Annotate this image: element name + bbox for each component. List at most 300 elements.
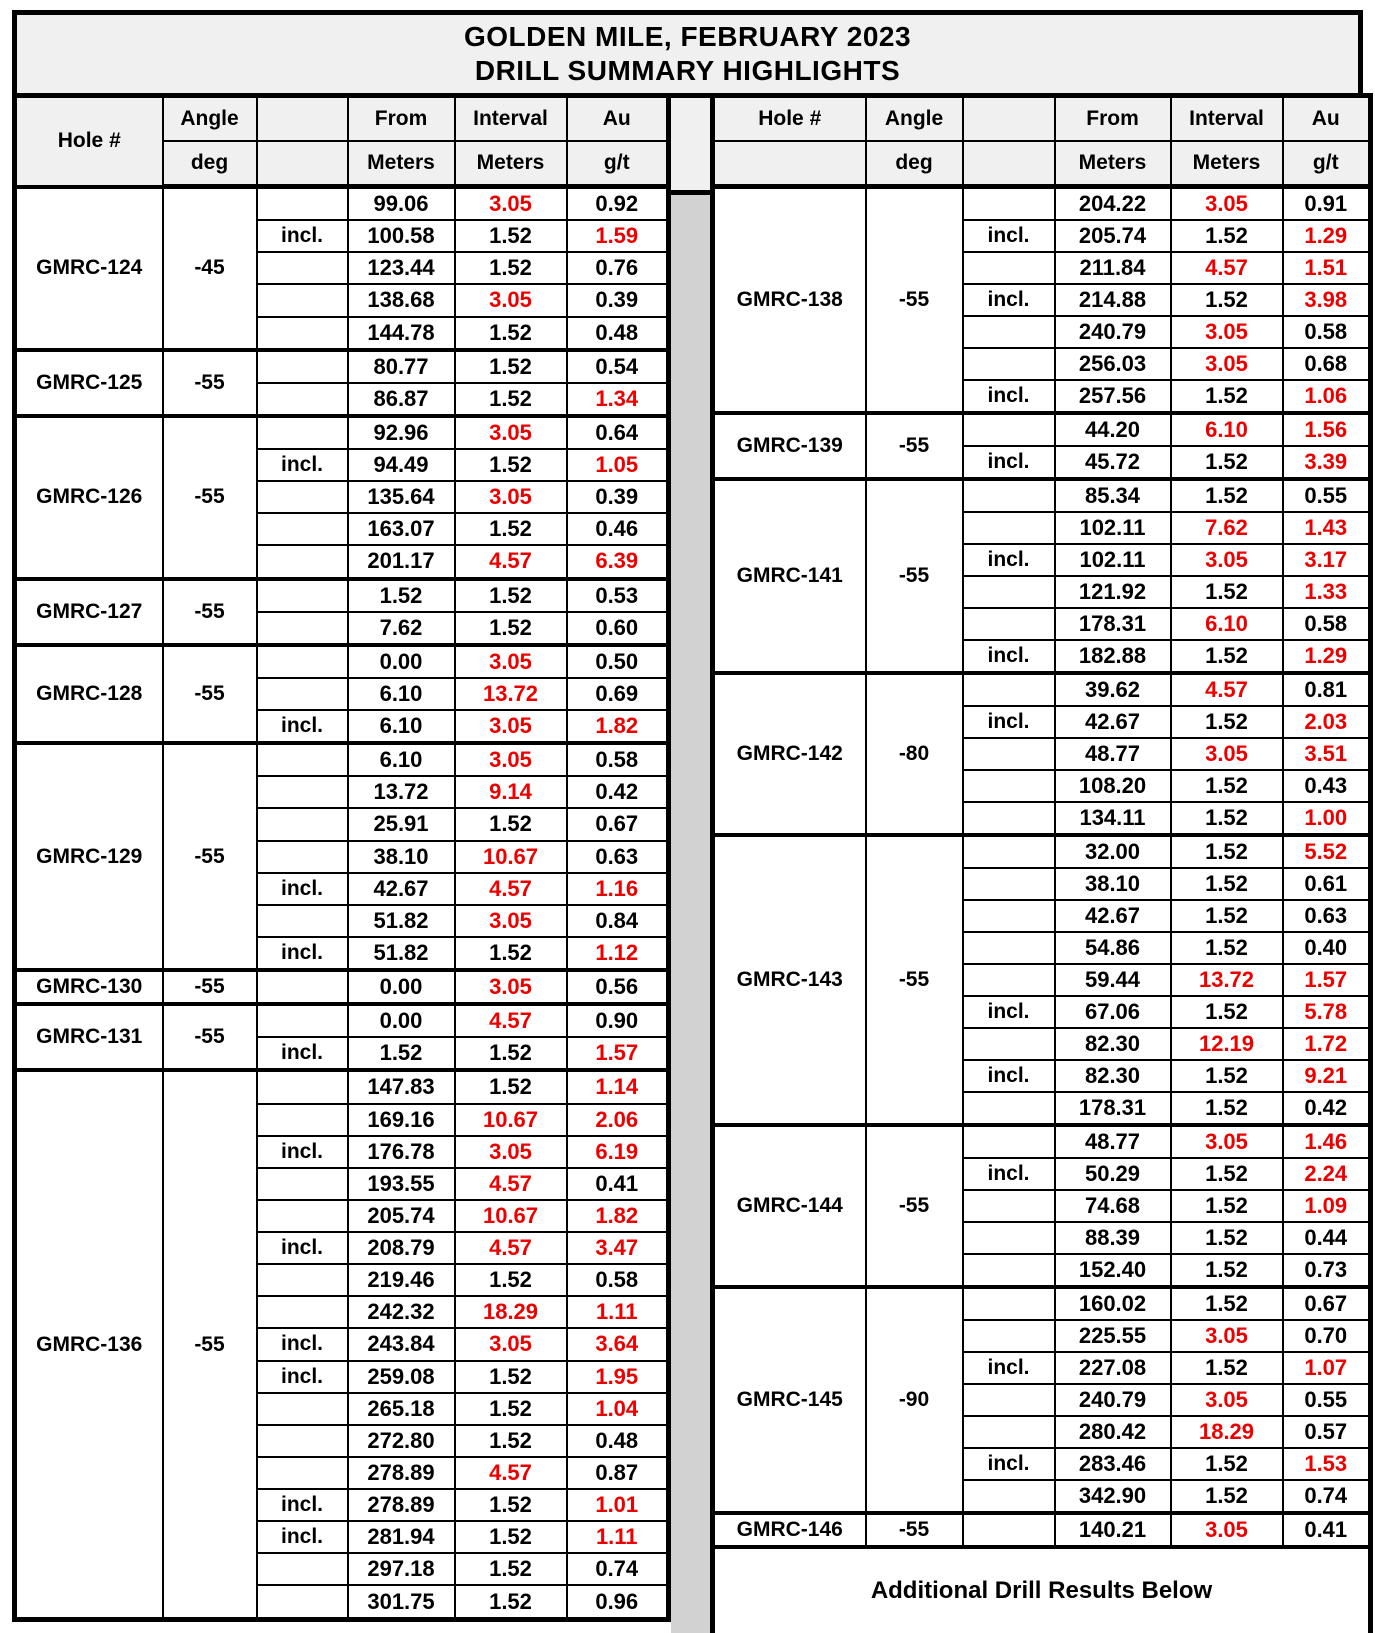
interval-value: 1.52 [1171, 706, 1283, 738]
header-interval: Interval [1171, 96, 1283, 142]
interval-value: 3.05 [1171, 1320, 1283, 1352]
incl-flag [257, 284, 348, 316]
incl-flag: incl. [963, 1352, 1055, 1384]
drill-interval-row [713, 673, 1371, 706]
incl-flag: incl. [963, 1060, 1055, 1092]
angle-value: -55 [163, 743, 257, 970]
left-drill-table [12, 93, 671, 1633]
interval-value: 3.05 [1171, 544, 1283, 576]
header-hole: Hole # [15, 96, 163, 187]
drill-interval-row [713, 479, 1371, 512]
interval-value: 4.57 [455, 1004, 567, 1037]
drill-interval-row [15, 743, 669, 776]
interval-value: 1.52 [1171, 835, 1283, 868]
incl-flag [963, 1416, 1055, 1448]
au-value: 1.09 [1283, 1190, 1371, 1222]
au-value: 0.61 [1283, 868, 1371, 900]
from-value: 45.72 [1055, 446, 1171, 479]
incl-flag [257, 187, 348, 221]
from-value: 169.16 [348, 1104, 455, 1136]
interval-value: 1.52 [455, 220, 567, 252]
from-value: 219.46 [348, 1264, 455, 1296]
interval-value: 1.52 [1171, 576, 1283, 608]
interval-value: 1.52 [455, 317, 567, 350]
incl-flag [257, 841, 348, 873]
divider-gray-strip [671, 195, 710, 1633]
from-value: 38.10 [348, 841, 455, 873]
header-incl-blank [963, 96, 1055, 142]
angle-value: -55 [866, 413, 963, 479]
from-value: 59.44 [1055, 964, 1171, 996]
incl-flag: incl. [963, 996, 1055, 1028]
au-value: 0.56 [567, 970, 669, 1004]
interval-value: 1.52 [1171, 1158, 1283, 1190]
interval-value: 1.52 [1171, 284, 1283, 316]
from-value: 256.03 [1055, 348, 1171, 380]
interval-value: 1.52 [455, 1585, 567, 1619]
au-value: 0.42 [1283, 1092, 1371, 1125]
from-value: 201.17 [348, 545, 455, 578]
au-value: 0.58 [567, 743, 669, 776]
incl-flag [257, 1457, 348, 1489]
incl-flag [257, 1553, 348, 1585]
interval-value: 4.57 [455, 1457, 567, 1489]
header-from-unit: Meters [348, 141, 455, 187]
angle-value: -55 [866, 835, 963, 1125]
incl-flag [257, 317, 348, 350]
from-value: 278.89 [348, 1457, 455, 1489]
au-value: 5.52 [1283, 835, 1371, 868]
drill-interval-row [713, 413, 1371, 446]
incl-flag: incl. [257, 873, 348, 905]
interval-value: 3.05 [455, 970, 567, 1004]
interval-value: 3.05 [455, 1136, 567, 1168]
from-value: 25.91 [348, 808, 455, 840]
drill-interval-row [713, 187, 1371, 221]
from-value: 205.74 [348, 1200, 455, 1232]
from-value: 225.55 [1055, 1320, 1171, 1352]
au-value: 0.96 [567, 1585, 669, 1619]
title-line-1: GOLDEN MILE, FEBRUARY 2023 [463, 20, 912, 52]
interval-value: 1.52 [455, 1037, 567, 1070]
incl-flag [257, 1585, 348, 1619]
angle-value: -55 [866, 479, 963, 673]
incl-flag [963, 1092, 1055, 1125]
from-value: 92.96 [348, 416, 455, 449]
incl-flag: incl. [257, 449, 348, 481]
header-angle-unit: deg [866, 141, 963, 187]
incl-flag [963, 964, 1055, 996]
from-value: 44.20 [1055, 413, 1171, 446]
interval-value: 3.05 [455, 416, 567, 449]
incl-flag: incl. [257, 710, 348, 743]
drill-interval-row [15, 970, 669, 1004]
from-value: 74.68 [1055, 1190, 1171, 1222]
incl-flag [963, 673, 1055, 706]
from-value: 1.52 [348, 1037, 455, 1070]
incl-flag [963, 1190, 1055, 1222]
interval-value: 12.19 [1171, 1028, 1283, 1060]
au-value: 0.50 [567, 645, 669, 678]
incl-flag [963, 576, 1055, 608]
from-value: 342.90 [1055, 1480, 1171, 1513]
incl-flag [257, 743, 348, 776]
interval-value: 1.52 [455, 1489, 567, 1521]
incl-flag [963, 512, 1055, 544]
from-value: 208.79 [348, 1232, 455, 1264]
angle-value: -55 [163, 645, 257, 743]
angle-value: -55 [866, 187, 963, 414]
interval-value: 3.05 [455, 710, 567, 743]
au-value: 0.58 [1283, 316, 1371, 348]
from-value: 0.00 [348, 970, 455, 1004]
interval-value: 10.67 [455, 841, 567, 873]
header-from: From [1055, 96, 1171, 142]
incl-flag [963, 608, 1055, 640]
incl-flag: incl. [257, 1037, 348, 1070]
from-value: 6.10 [348, 710, 455, 743]
incl-flag: incl. [257, 1521, 348, 1553]
incl-flag [257, 579, 348, 612]
angle-value: -80 [866, 673, 963, 835]
interval-value: 1.52 [455, 449, 567, 481]
footer-note: Additional Drill Results Below [713, 1547, 1371, 1633]
interval-value: 1.52 [455, 1264, 567, 1296]
au-value: 1.12 [567, 937, 669, 970]
from-value: 211.84 [1055, 252, 1171, 284]
incl-flag [257, 905, 348, 937]
drill-interval-row [713, 835, 1371, 868]
au-value: 0.42 [567, 776, 669, 808]
interval-value: 1.52 [1171, 1287, 1283, 1320]
incl-flag [257, 970, 348, 1004]
interval-value: 18.29 [455, 1296, 567, 1328]
header-interval-unit: Meters [455, 141, 567, 187]
from-value: 240.79 [1055, 316, 1171, 348]
au-value: 0.48 [567, 1425, 669, 1457]
drill-interval-row [15, 1004, 669, 1037]
au-value: 1.51 [1283, 252, 1371, 284]
interval-value: 3.05 [1171, 1513, 1283, 1547]
interval-value: 1.52 [455, 1521, 567, 1553]
incl-flag: incl. [257, 937, 348, 970]
au-value: 0.63 [567, 841, 669, 873]
au-value: 0.39 [567, 284, 669, 316]
from-value: 147.83 [348, 1070, 455, 1103]
au-value: 1.56 [1283, 413, 1371, 446]
au-value: 0.43 [1283, 770, 1371, 802]
interval-value: 1.52 [455, 1393, 567, 1425]
au-value: 0.54 [567, 350, 669, 383]
from-value: 51.82 [348, 905, 455, 937]
au-value: 1.14 [567, 1070, 669, 1103]
au-value: 1.57 [1283, 964, 1371, 996]
angle-value: -55 [163, 1070, 257, 1619]
incl-flag: incl. [963, 446, 1055, 479]
au-value: 0.84 [567, 905, 669, 937]
header-angle: Angle [866, 96, 963, 142]
from-value: 51.82 [348, 937, 455, 970]
au-value: 1.53 [1283, 1448, 1371, 1480]
interval-value: 1.52 [1171, 1448, 1283, 1480]
from-value: 38.10 [1055, 868, 1171, 900]
interval-value: 1.52 [1171, 446, 1283, 479]
tables-row [12, 93, 1373, 1633]
incl-flag [963, 479, 1055, 512]
au-value: 0.90 [567, 1004, 669, 1037]
au-value: 0.60 [567, 612, 669, 645]
incl-flag [963, 770, 1055, 802]
incl-flag [963, 835, 1055, 868]
interval-value: 1.52 [1171, 1222, 1283, 1254]
au-value: 3.98 [1283, 284, 1371, 316]
hole-id: GMRC-127 [15, 579, 163, 645]
au-value: 0.57 [1283, 1416, 1371, 1448]
incl-flag: incl. [963, 220, 1055, 252]
angle-value: -55 [866, 1125, 963, 1287]
au-value: 0.70 [1283, 1320, 1371, 1352]
interval-value: 1.52 [455, 579, 567, 612]
header-interval: Interval [455, 96, 567, 142]
from-value: 272.80 [348, 1425, 455, 1457]
incl-flag [963, 1513, 1055, 1547]
interval-value: 1.52 [1171, 868, 1283, 900]
title-box [12, 10, 1363, 98]
from-value: 138.68 [348, 284, 455, 316]
incl-flag: incl. [963, 1158, 1055, 1190]
interval-value: 1.52 [1171, 1060, 1283, 1092]
interval-value: 13.72 [1171, 964, 1283, 996]
from-value: 80.77 [348, 350, 455, 383]
incl-flag [257, 776, 348, 808]
incl-flag [963, 868, 1055, 900]
interval-value: 1.52 [1171, 932, 1283, 964]
drill-interval-row [713, 1513, 1371, 1547]
drill-results-table [12, 93, 671, 1622]
incl-flag [257, 645, 348, 678]
incl-flag: incl. [257, 1489, 348, 1521]
from-value: 99.06 [348, 187, 455, 221]
drill-results-table [710, 93, 1373, 1633]
au-value: 3.64 [567, 1328, 669, 1360]
au-value: 0.87 [567, 1457, 669, 1489]
from-value: 178.31 [1055, 608, 1171, 640]
incl-flag [963, 187, 1055, 221]
from-value: 102.11 [1055, 512, 1171, 544]
incl-flag [963, 1254, 1055, 1287]
au-value: 0.48 [567, 317, 669, 350]
au-value: 0.41 [567, 1168, 669, 1200]
incl-flag [257, 1296, 348, 1328]
angle-value: -55 [163, 416, 257, 579]
header-angle-unit: deg [163, 141, 257, 187]
from-value: 0.00 [348, 645, 455, 678]
interval-value: 1.52 [1171, 1190, 1283, 1222]
incl-flag [963, 1222, 1055, 1254]
interval-value: 1.52 [455, 1553, 567, 1585]
interval-value: 1.52 [455, 937, 567, 970]
au-value: 0.55 [1283, 1384, 1371, 1416]
from-value: 0.00 [348, 1004, 455, 1037]
incl-flag: incl. [257, 220, 348, 252]
interval-value: 13.72 [455, 678, 567, 710]
au-value: 1.05 [567, 449, 669, 481]
interval-value: 4.57 [455, 1168, 567, 1200]
from-value: 297.18 [348, 1553, 455, 1585]
from-value: 280.42 [1055, 1416, 1171, 1448]
incl-flag [963, 413, 1055, 446]
interval-value: 9.14 [455, 776, 567, 808]
from-value: 283.46 [1055, 1448, 1171, 1480]
from-value: 108.20 [1055, 770, 1171, 802]
hole-id: GMRC-146 [713, 1513, 866, 1547]
incl-flag: incl. [257, 1136, 348, 1168]
interval-value: 4.57 [1171, 252, 1283, 284]
hole-id: GMRC-138 [713, 187, 866, 414]
header-au: Au [567, 96, 669, 142]
interval-value: 10.67 [455, 1104, 567, 1136]
angle-value: -55 [163, 350, 257, 416]
drill-interval-row [713, 1125, 1371, 1158]
hole-id: GMRC-125 [15, 350, 163, 416]
incl-flag [257, 1200, 348, 1232]
from-value: 86.87 [348, 383, 455, 416]
drill-interval-row [15, 350, 669, 383]
au-value: 0.67 [567, 808, 669, 840]
incl-flag: incl. [963, 380, 1055, 413]
hole-id: GMRC-129 [15, 743, 163, 970]
incl-flag [963, 252, 1055, 284]
incl-flag [257, 1104, 348, 1136]
from-value: 123.44 [348, 252, 455, 284]
from-value: 6.10 [348, 743, 455, 776]
interval-value: 1.52 [1171, 770, 1283, 802]
header-incl-blank [963, 141, 1055, 187]
incl-flag [963, 1287, 1055, 1320]
au-value: 0.41 [1283, 1513, 1371, 1547]
interval-value: 3.05 [455, 284, 567, 316]
au-value: 2.03 [1283, 706, 1371, 738]
header-incl-blank [257, 96, 348, 142]
incl-flag: incl. [963, 640, 1055, 673]
au-value: 0.39 [567, 481, 669, 513]
incl-flag [257, 1004, 348, 1037]
au-value: 1.34 [567, 383, 669, 416]
divider-header-segment [671, 93, 710, 195]
au-value: 0.44 [1283, 1222, 1371, 1254]
interval-value: 3.05 [455, 187, 567, 221]
from-value: 204.22 [1055, 187, 1171, 221]
interval-value: 1.52 [1171, 802, 1283, 835]
from-value: 39.62 [1055, 673, 1171, 706]
incl-flag: incl. [257, 1361, 348, 1393]
from-value: 281.94 [348, 1521, 455, 1553]
incl-flag [963, 802, 1055, 835]
incl-flag [963, 738, 1055, 770]
footer-note-row [713, 1547, 1371, 1633]
interval-value: 3.05 [455, 481, 567, 513]
au-value: 3.17 [1283, 544, 1371, 576]
from-value: 205.74 [1055, 220, 1171, 252]
incl-flag [963, 1320, 1055, 1352]
au-value: 6.39 [567, 545, 669, 578]
incl-flag [257, 612, 348, 645]
drill-interval-row [15, 187, 669, 221]
interval-value: 1.52 [455, 612, 567, 645]
au-value: 0.73 [1283, 1254, 1371, 1287]
from-value: 85.34 [1055, 479, 1171, 512]
incl-flag [963, 932, 1055, 964]
incl-flag: incl. [963, 544, 1055, 576]
au-value: 0.68 [1283, 348, 1371, 380]
interval-value: 1.52 [455, 1425, 567, 1457]
incl-flag [257, 350, 348, 383]
from-value: 214.88 [1055, 284, 1171, 316]
au-value: 1.59 [567, 220, 669, 252]
interval-value: 1.52 [1171, 640, 1283, 673]
au-value: 0.58 [567, 1264, 669, 1296]
interval-value: 1.52 [1171, 220, 1283, 252]
right-drill-table [710, 93, 1373, 1633]
incl-flag [257, 252, 348, 284]
from-value: 42.67 [1055, 706, 1171, 738]
au-value: 1.33 [1283, 576, 1371, 608]
au-value: 0.81 [1283, 673, 1371, 706]
from-value: 176.78 [348, 1136, 455, 1168]
header-from-unit: Meters [1055, 141, 1171, 187]
interval-value: 1.52 [455, 350, 567, 383]
interval-value: 1.52 [1171, 1480, 1283, 1513]
from-value: 100.58 [348, 220, 455, 252]
drill-interval-row [713, 1287, 1371, 1320]
angle-value: -55 [163, 1004, 257, 1070]
from-value: 88.39 [1055, 1222, 1171, 1254]
hole-id: GMRC-142 [713, 673, 866, 835]
from-value: 102.11 [1055, 544, 1171, 576]
au-value: 1.82 [567, 1200, 669, 1232]
au-value: 0.63 [1283, 900, 1371, 932]
from-value: 227.08 [1055, 1352, 1171, 1384]
au-value: 1.95 [567, 1361, 669, 1393]
interval-value: 4.57 [455, 1232, 567, 1264]
from-value: 240.79 [1055, 1384, 1171, 1416]
interval-value: 6.10 [1171, 608, 1283, 640]
au-value: 1.72 [1283, 1028, 1371, 1060]
header-au-unit: g/t [1283, 141, 1371, 187]
from-value: 67.06 [1055, 996, 1171, 1028]
from-value: 94.49 [348, 449, 455, 481]
interval-value: 3.05 [455, 645, 567, 678]
from-value: 193.55 [348, 1168, 455, 1200]
interval-value: 3.05 [455, 1328, 567, 1360]
incl-flag [257, 1425, 348, 1457]
au-value: 3.47 [567, 1232, 669, 1264]
au-value: 6.19 [567, 1136, 669, 1168]
au-value: 0.46 [567, 513, 669, 545]
hole-id: GMRC-130 [15, 970, 163, 1004]
au-value: 1.43 [1283, 512, 1371, 544]
au-value: 0.69 [567, 678, 669, 710]
interval-value: 1.52 [455, 513, 567, 545]
au-value: 0.92 [567, 187, 669, 221]
header-angle: Angle [163, 96, 257, 142]
interval-value: 1.52 [1171, 1092, 1283, 1125]
header-hole-blank [713, 141, 866, 187]
from-value: 182.88 [1055, 640, 1171, 673]
interval-value: 1.52 [1171, 900, 1283, 932]
incl-flag [257, 1264, 348, 1296]
from-value: 48.77 [1055, 738, 1171, 770]
